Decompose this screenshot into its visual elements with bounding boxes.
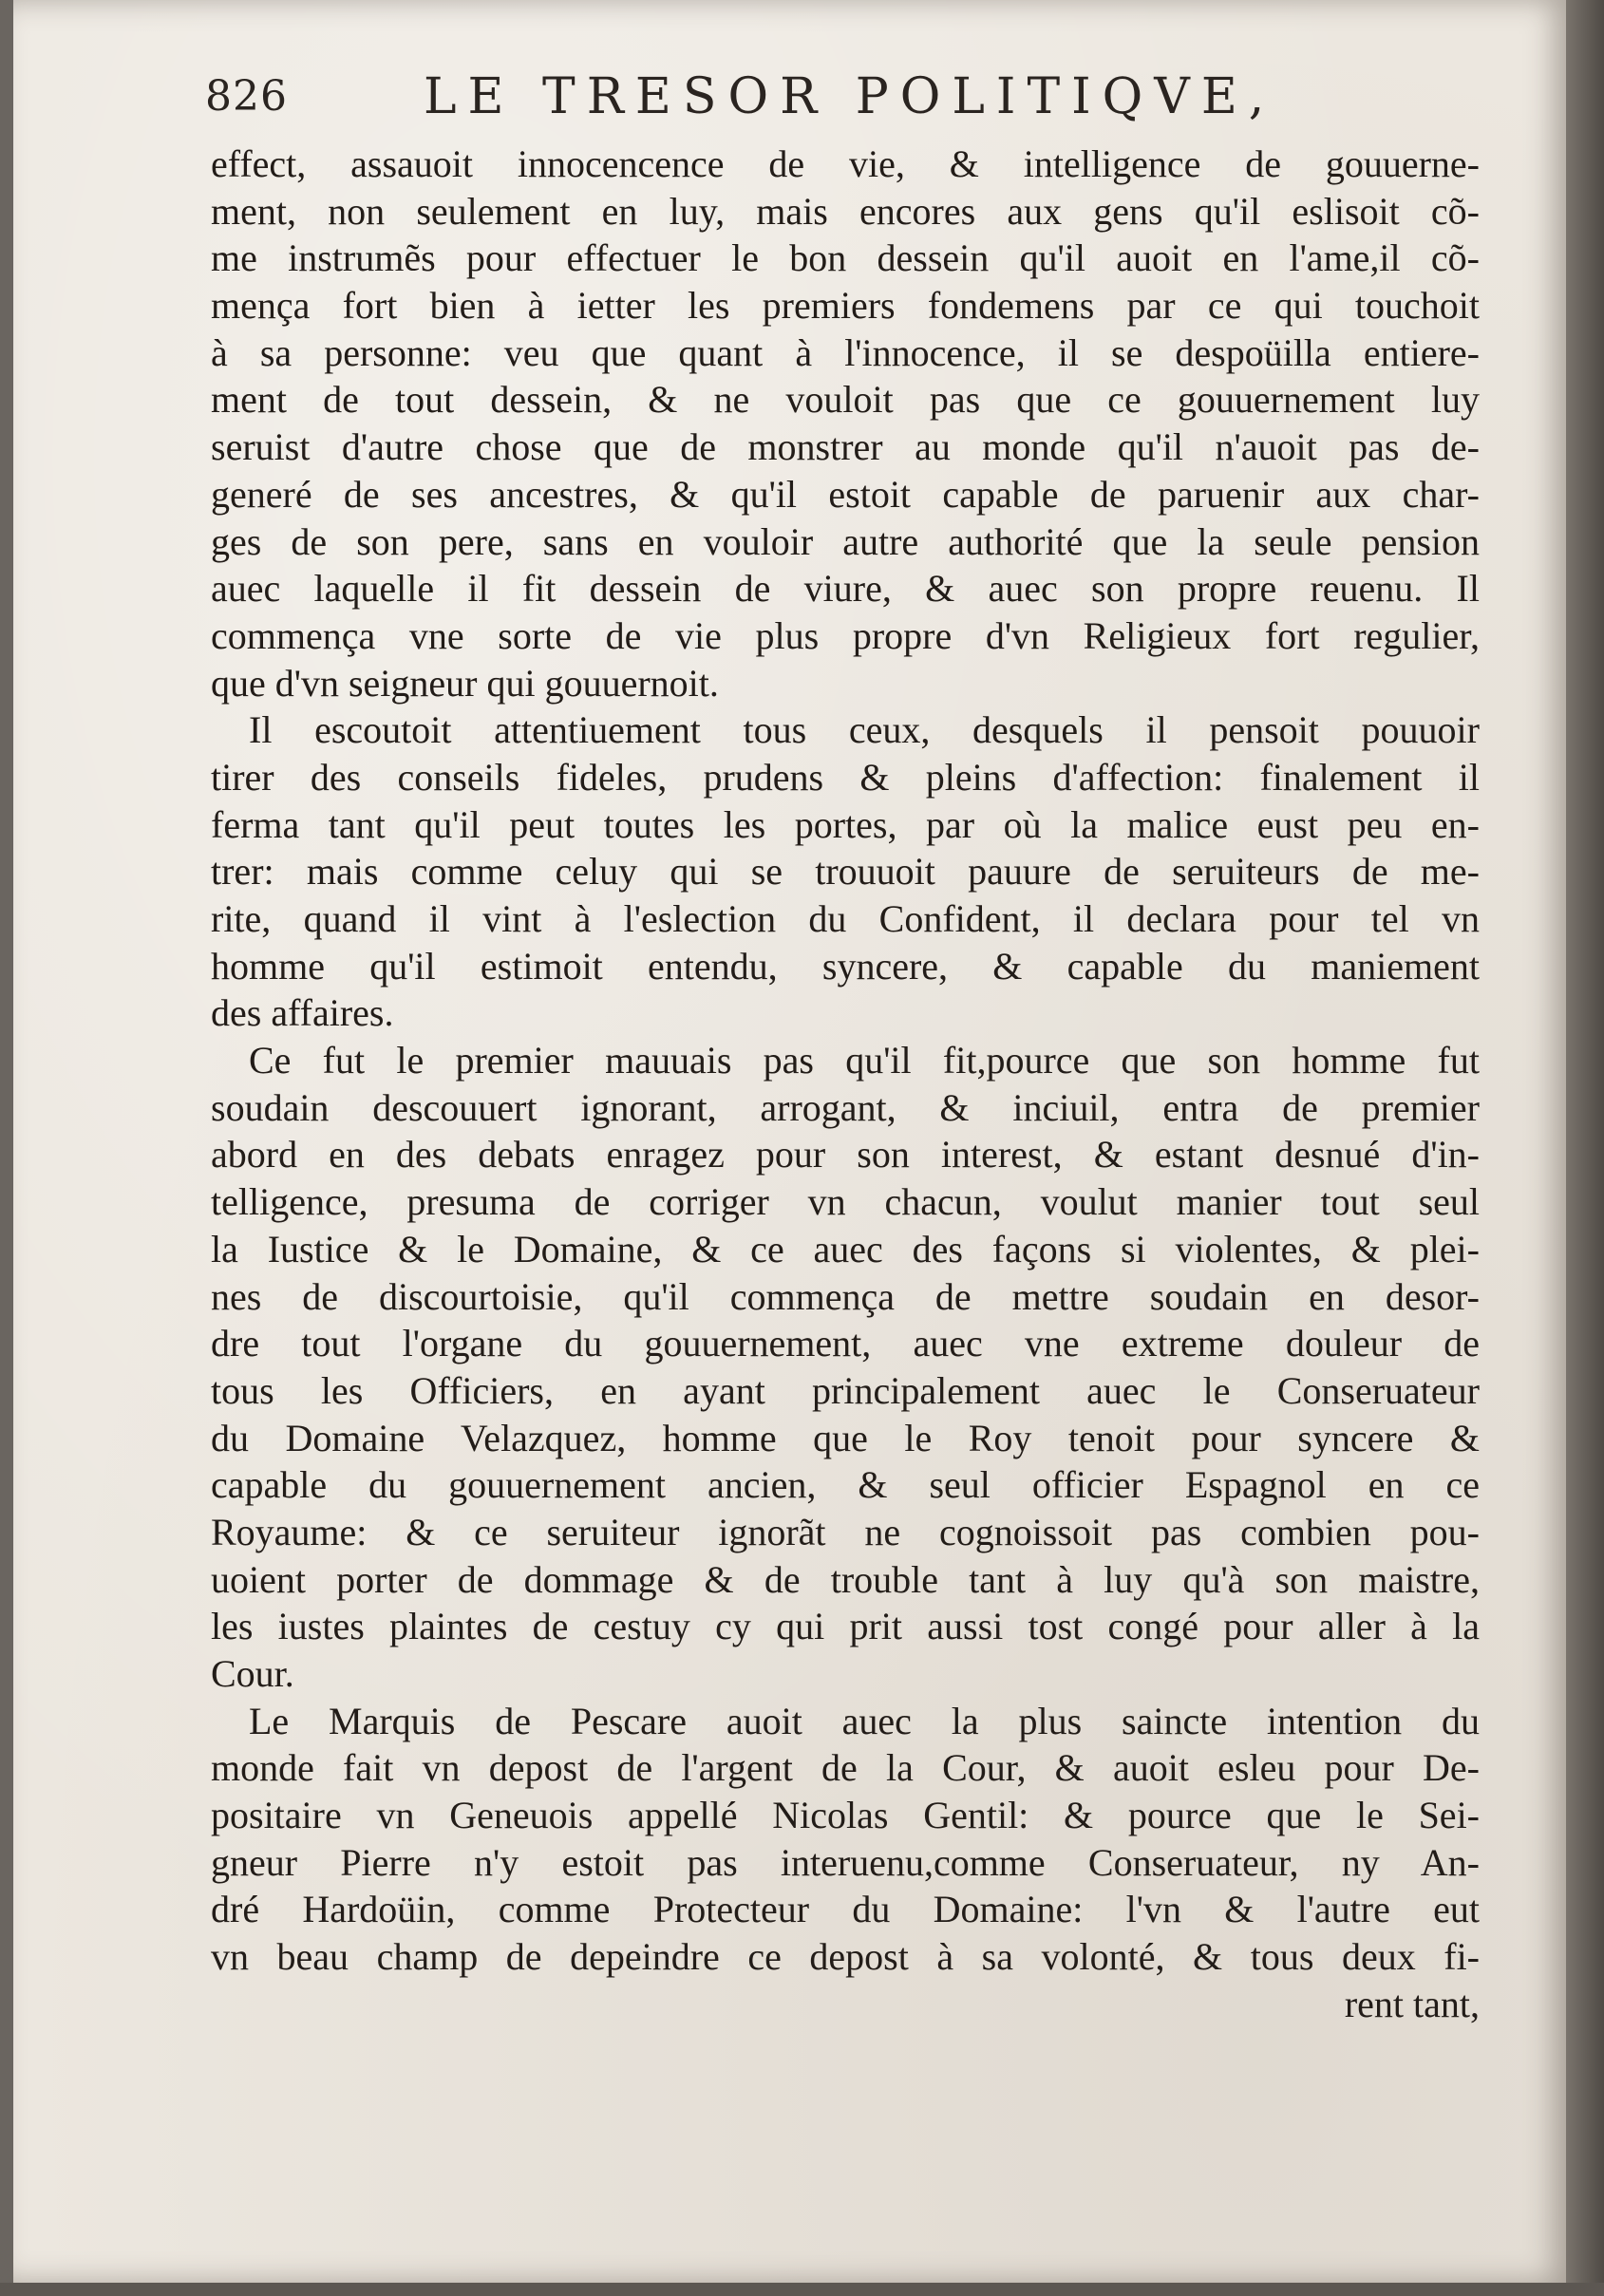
text-line: la Iustice & le Domaine, & ce auec des façons si violentes, & plei- — [211, 1227, 1480, 1270]
text-line: generé de ses ancestres, & qu'il estoit capable de paruenir aux char- — [211, 472, 1480, 516]
text-line: positaire vn Geneuois appellé Nicolas Gentil: & pource que le Sei- — [211, 1794, 1480, 1837]
text-line: dré Hardoüin, comme Protecteur du Domaine: l'vn & l'autre eut — [211, 1888, 1480, 1931]
text-line: commença vne sorte de vie plus propre d'vn Religieux fort regulier, — [211, 613, 1480, 657]
text-line: capable du gouuernement ancien, & seul officier Espagnol en ce — [211, 1463, 1480, 1507]
text-line: soudain descouuert ignorant, arrogant, & inciuil, entra de premier — [211, 1085, 1480, 1129]
text-line: tous les Officiers, en ayant principalement auec le Conseruateur — [211, 1368, 1480, 1412]
text-line: gneur Pierre n'y estoit pas interuenu,comme Conseruateur, ny An- — [211, 1840, 1480, 1884]
text-block — [211, 141, 1480, 2028]
paragraph-3 — [211, 1037, 1480, 1698]
text-line: seruist d'autre chose que de monstrer au monde qu'il n'auoit pas de- — [211, 425, 1480, 469]
bottom-edge — [0, 2283, 1604, 2296]
text-line: Ce fut le premier mauuais pas qu'il fit,pource que son homme fut — [249, 1039, 1480, 1082]
page-edge-shadow — [1566, 0, 1604, 2296]
text-line: abord en des debats enragez pour son interest, & estant desnué d'in- — [211, 1133, 1480, 1176]
text-line: Le Marquis de Pescare auoit auec la plus saincte intention du — [249, 1699, 1480, 1742]
text-line: me instrumẽs pour effectuer le bon dessein qu'il auoit en l'ame,il cõ- — [211, 236, 1480, 280]
text-line: que d'vn seigneur qui gouuernoit. — [211, 661, 719, 705]
text-line: à sa personne: veu que quant à l'innocence, il se despoüilla entiere- — [211, 330, 1480, 374]
paragraph-2 — [211, 706, 1480, 1037]
text-line: rite, quand il vint à l'eslection du Confident, il declara pour tel vn — [211, 897, 1480, 940]
text-line: ferma tant qu'il peut toutes les portes, par où la malice eust peu en- — [211, 802, 1480, 846]
text-line: nes de discourtoisie, qu'il commença de mettre soudain en desor- — [211, 1274, 1480, 1318]
text-line: uoient porter de dommage & de trouble tant à luy qu'à son maistre, — [211, 1557, 1480, 1601]
text-line: vn beau champ de depeindre ce depost à sa volonté, & tous deux fi- — [211, 1935, 1480, 1979]
paragraph-1 — [211, 141, 1480, 706]
text-line: mença fort bien à ietter les premiers fondemens par ce qui touchoit — [211, 284, 1480, 328]
text-line: monde fait vn depost de l'argent de la Cour, & auoit esleu pour De- — [211, 1746, 1480, 1790]
page-number: 826 — [205, 72, 288, 121]
text-line: ment, non seulement en luy, mais encores aux gens qu'il eslisoit cõ- — [211, 189, 1480, 233]
text-line: effect, assauoit innocencence de vie, & intelligence de gouuerne- — [211, 142, 1480, 185]
text-line: ges de son pere, sans en vouloir autre authorité que la seule pension — [211, 519, 1480, 563]
text-line: Il escoutoit attentiuement tous ceux, desquels il pensoit pouuoir — [249, 708, 1480, 752]
catchword: rent tant, — [1344, 1982, 1480, 2025]
text-line: Cour. — [211, 1652, 294, 1695]
text-line: Royaume: & ce seruiteur ignorãt ne cognoissoit pas combien pou- — [211, 1510, 1480, 1553]
text-line: dre tout l'organe du gouuernement, auec vne extreme douleur de — [211, 1322, 1480, 1365]
text-line: des affaires. — [211, 991, 394, 1035]
running-title: LE TRESOR POLITIQVE, — [424, 68, 1276, 125]
text-line: ment de tout dessein, & ne vouloit pas que ce gouuernement luy — [211, 378, 1480, 422]
text-line: trer: mais comme celuy qui se trouuoit pauure de seruiteurs de me- — [211, 850, 1480, 894]
text-line: homme qu'il estimoit entendu, syncere, & capable du maniement — [211, 944, 1480, 988]
text-line: tirer des conseils fideles, prudens & pleins d'affection: finalement il — [211, 755, 1480, 799]
paragraph-4 — [211, 1698, 1480, 1981]
text-line: telligence, presuma de corriger vn chacun, voulut manier tout seul — [211, 1180, 1480, 1224]
text-line: auec laquelle il fit dessein de viure, & auec son propre reuenu. Il — [211, 567, 1480, 611]
text-line: les iustes plaintes de cestuy cy qui prit aussi tost congé pour aller à la — [211, 1605, 1480, 1648]
text-line: du Domaine Velazquez, homme que le Roy tenoit pour syncere & — [211, 1416, 1480, 1459]
running-head — [205, 68, 1326, 135]
